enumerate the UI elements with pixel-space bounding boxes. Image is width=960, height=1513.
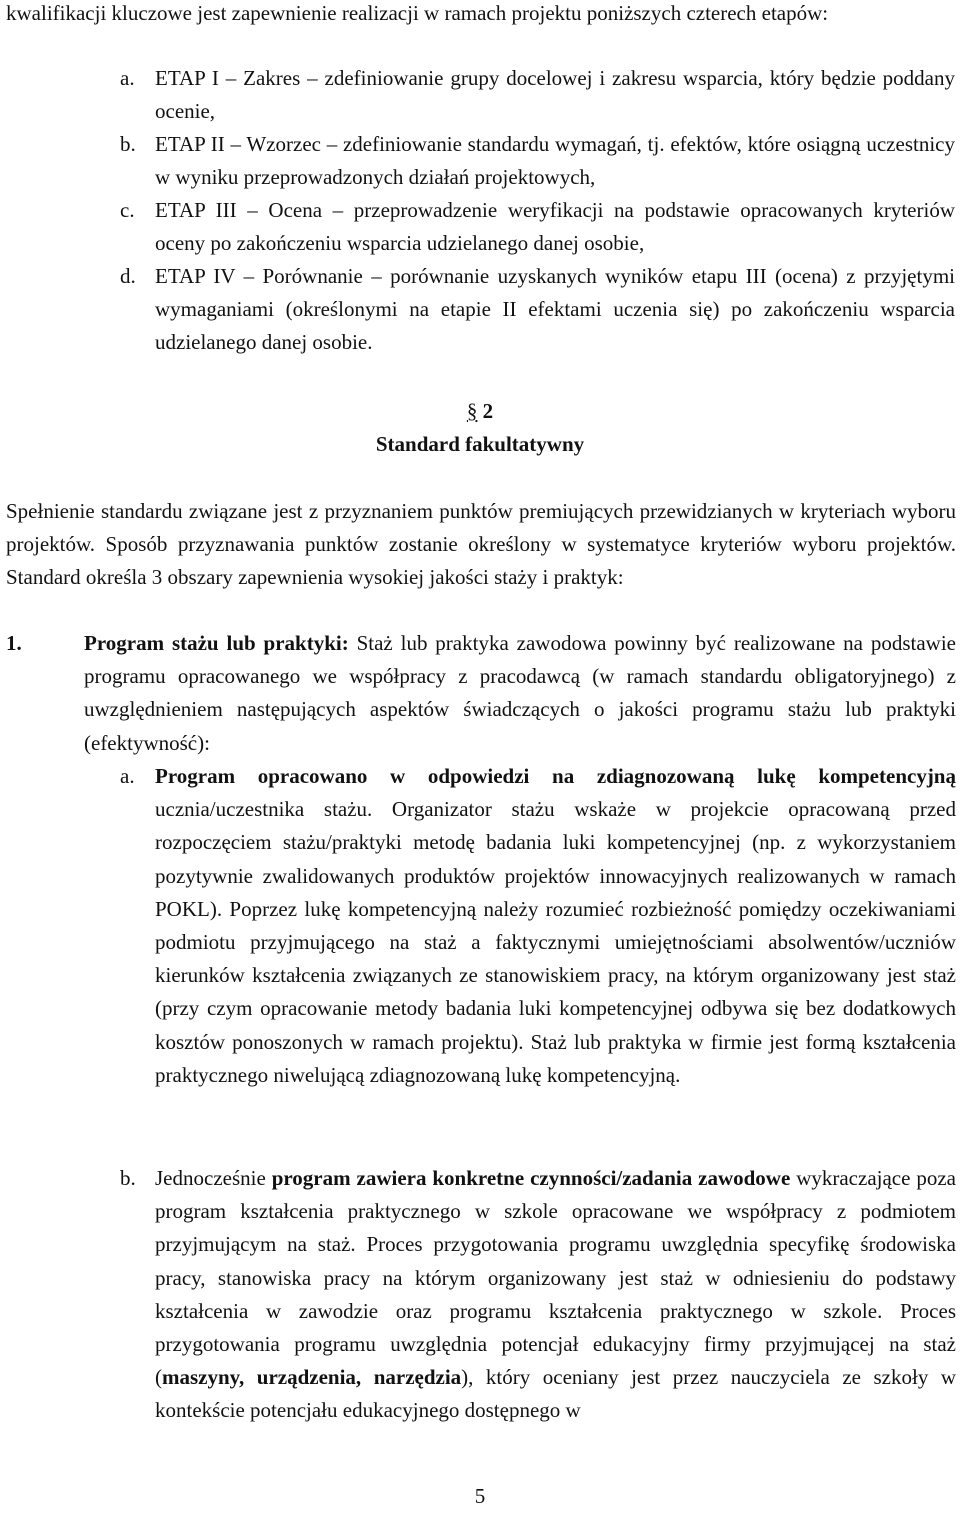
- etap-item-d: [120, 260, 955, 360]
- etap-item-a: [120, 62, 955, 128]
- sub-item-bold-1: program zawiera konkretne czynności/zadania zawodowe: [271, 1166, 791, 1190]
- sub-item-letter: a.: [120, 764, 135, 788]
- etap-text: ETAP IV – Porównanie – porównanie uzyskanych wyników etapu III (ocena) z przyjętymi wymaganiami (określonymi na etapie II efektami uczenia się) po zakończeniu wsparcia udzielanego danej osobie.: [155, 264, 955, 355]
- etap-item-b: [120, 128, 955, 194]
- sub-item-text-mid: wykraczające poza program kształcenia praktycznego w szkole opracowane we współpracy z podmiotem przyjmującym na staż. Proces przygotowania programu uwzględnia specyfikę środowiska pracy, stanowiska pracy na którym organizowany jest staż w odniesieniu do podstawy kształcenia w zawodzie oraz programu kształcenia praktycznego w szkole. Proces przygotowania programu uwzględnia potencjał edukacyjny firmy przyjmującej na staż (: [155, 1166, 956, 1390]
- section-mark: §: [466, 399, 478, 423]
- etap-letter: a.: [120, 66, 135, 90]
- etap-text: ETAP I – Zakres – zdefiniowanie grupy docelowej i zakresu wsparcia, który będzie poddany ocenie,: [155, 66, 955, 124]
- sub-item-bold-lead: Program opracowano w odpowiedzi na zdiagnozowaną lukę kompetencyjną: [155, 764, 956, 788]
- sub-item-text: ucznia/uczestnika stażu. Organizator stażu wskaże w projekcie opracowaną przed rozpoczęciem stażu/praktyki metodę badania luki kompetencyjnej (np. z wykorzystaniem pozytywnie zwalidowanych produktów projektów innowacyjnych realizowanych w ramach POKL). Poprzez lukę kompetencyjną należy rozumieć rozbieżność pomiędzy oczekiwaniami podmiotu przyjmującego na staż a faktycznymi umiejętnościami absolwentów/uczniów kierunków kształcenia związanych ze stanowiskiem pracy, na którym organizowany jest staż (przy czym opracowanie metody badania luki kompetencyjnej odbywa się bez dodatkowych kosztów ponoszonych w ramach projektu). Staż lub praktyka w firmie jest formą kształcenia praktycznego niwelującą zdiagnozowaną lukę kompetencyjną.: [155, 797, 956, 1087]
- sub-item-body: [155, 760, 956, 1092]
- sub-item-a: [120, 760, 956, 1092]
- sub-item-letter: b.: [120, 1166, 136, 1190]
- list-item-body: [84, 627, 956, 760]
- etap-letter: d.: [120, 264, 136, 288]
- sub-item-bold-2: maszyny, urządzenia, narzędzia: [162, 1365, 462, 1390]
- section-title: Standard fakultatywny: [375, 432, 585, 456]
- sub-item-text-after: ), który oceniany jest przez nauczyciela ze szkoły w kontekście potencjału edukacyjnego dostępnego w: [155, 1365, 956, 1423]
- list-item-number: 1.: [6, 631, 22, 655]
- list-item-text: Staż lub praktyka zawodowa powinny być realizowane na podstawie programu opracowanego we współpracy z pracodawcą (w ramach standardu obligatoryjnego) z uwzględnieniem następujących aspektów świadczących o jakości programu stażu lub praktyki (efektywność):: [84, 631, 956, 755]
- list-item-bold-lead: Program stażu lub praktyki:: [84, 631, 349, 655]
- page-number: 5: [474, 1484, 486, 1508]
- intro-paragraph: Spełnienie standardu związane jest z przyznaniem punktów premiujących przewidzianych w kryteriach wyboru projektów. Sposób przyznawania punktów zostanie określony w systematyce kryteriów wyboru projektów. Standard określa 3 obszary zapewnienia wysokiej jakości staży i praktyk:: [6, 499, 956, 590]
- etap-letter: c.: [120, 198, 135, 222]
- etap-text: ETAP III – Ocena – przeprowadzenie weryfikacji na podstawie opracowanych kryteriów oceny po zakończeniu wsparcia udzielanego danej osobie,: [155, 198, 955, 256]
- etap-text: ETAP II – Wzorzec – zdefiniowanie standardu wymagań, tj. efektów, które osiągną uczestnicy w wyniku przeprowadzonych działań projektowych,: [155, 132, 955, 190]
- lead-paragraph: kwalifikacji kluczowe jest zapewnienie realizacji w ramach projektu poniższych czterech etapów:: [6, 1, 829, 25]
- section-number: [0, 395, 960, 428]
- sub-item-b: [120, 1162, 956, 1428]
- sub-item-text-before: Jednocześnie: [155, 1166, 272, 1190]
- etap-item-c: [120, 194, 955, 260]
- section-number-value: 2: [482, 399, 494, 423]
- list-item-1: [6, 627, 956, 760]
- etap-letter: b.: [120, 132, 136, 156]
- sub-item-body: [155, 1162, 956, 1428]
